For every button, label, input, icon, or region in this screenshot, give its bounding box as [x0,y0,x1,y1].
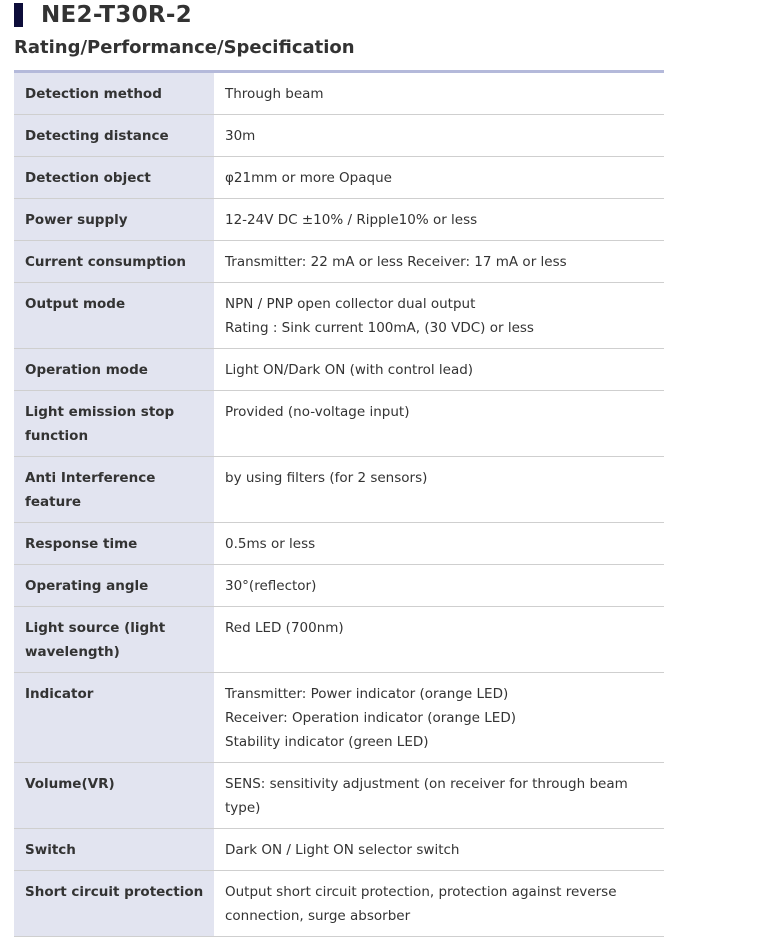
spec-value-line: 12-24V DC ±10% / Ripple10% or less [225,212,478,228]
spec-value [214,763,664,829]
spec-row [14,523,664,565]
spec-row [14,115,664,157]
spec-row [14,241,664,283]
spec-label: Operation mode [14,349,214,391]
spec-row [14,391,664,457]
spec-value-line: Output short circuit protection, protection against reverse connection, surge absorber [225,884,617,924]
spec-label: Indicator [14,673,214,763]
spec-value-line: Dark ON / Light ON selector switch [225,842,460,858]
spec-value-line: Red LED (700nm) [225,620,344,636]
spec-value [214,199,664,241]
spec-label: Current consumption [14,241,214,283]
spec-value-line: Rating : Sink current 100mA, (30 VDC) or less [225,320,534,336]
spec-value-line: φ21mm or more Opaque [225,170,392,186]
spec-value [214,349,664,391]
spec-value [214,523,664,565]
spec-value [214,241,664,283]
spec-value [214,115,664,157]
spec-row [14,607,664,673]
spec-row [14,871,664,937]
spec-label: Operating angle [14,565,214,607]
spec-value-line: Provided (no-voltage input) [225,404,410,420]
spec-value [214,72,664,115]
section-heading: Rating/Performance/Specification [14,37,355,58]
spec-label: Detection object [14,157,214,199]
spec-row [14,157,664,199]
spec-row [14,763,664,829]
spec-value [214,457,664,523]
spec-row [14,199,664,241]
spec-value [214,283,664,349]
page-title: NE2-T30R-2 [41,2,193,28]
spec-row [14,283,664,349]
spec-value-line: Stability indicator (green LED) [225,734,429,750]
spec-value-line: 30°(reflector) [225,578,317,594]
spec-value-line: by using filters (for 2 sensors) [225,470,428,486]
spec-label: Detecting distance [14,115,214,157]
spec-value-line: Light ON/Dark ON (with control lead) [225,362,474,378]
spec-value [214,673,664,763]
spec-row [14,457,664,523]
spec-value-line: Transmitter: 22 mA or less Receiver: 17 mA or less [225,254,567,270]
spec-value-line: 30m [225,128,256,144]
spec-row [14,565,664,607]
title-accent-bar [14,3,23,27]
spec-value [214,607,664,673]
spec-value-line: NPN / PNP open collector dual output [225,296,476,312]
page-header [14,0,192,30]
spec-label: Detection method [14,72,214,115]
spec-value [214,871,664,937]
spec-label: Anti Interference feature [14,457,214,523]
spec-row [14,829,664,871]
spec-value-line: Through beam [225,86,324,102]
spec-label: Switch [14,829,214,871]
spec-row [14,72,664,115]
spec-value [214,391,664,457]
spec-value-line: 0.5ms or less [225,536,316,552]
spec-table [14,70,664,937]
spec-label: Short circuit protection [14,871,214,937]
spec-label: Light emission stop function [14,391,214,457]
spec-label: Response time [14,523,214,565]
spec-value-line: Receiver: Operation indicator (orange LED) [225,710,516,726]
spec-value [214,565,664,607]
spec-label: Output mode [14,283,214,349]
spec-value-line: SENS: sensitivity adjustment (on receiver for through beam type) [225,776,628,816]
spec-row [14,673,664,763]
spec-label: Light source (light wavelength) [14,607,214,673]
spec-row [14,349,664,391]
spec-value [214,829,664,871]
spec-label: Power supply [14,199,214,241]
spec-value [214,157,664,199]
spec-label: Volume(VR) [14,763,214,829]
spec-value-line: Transmitter: Power indicator (orange LED) [225,686,509,702]
